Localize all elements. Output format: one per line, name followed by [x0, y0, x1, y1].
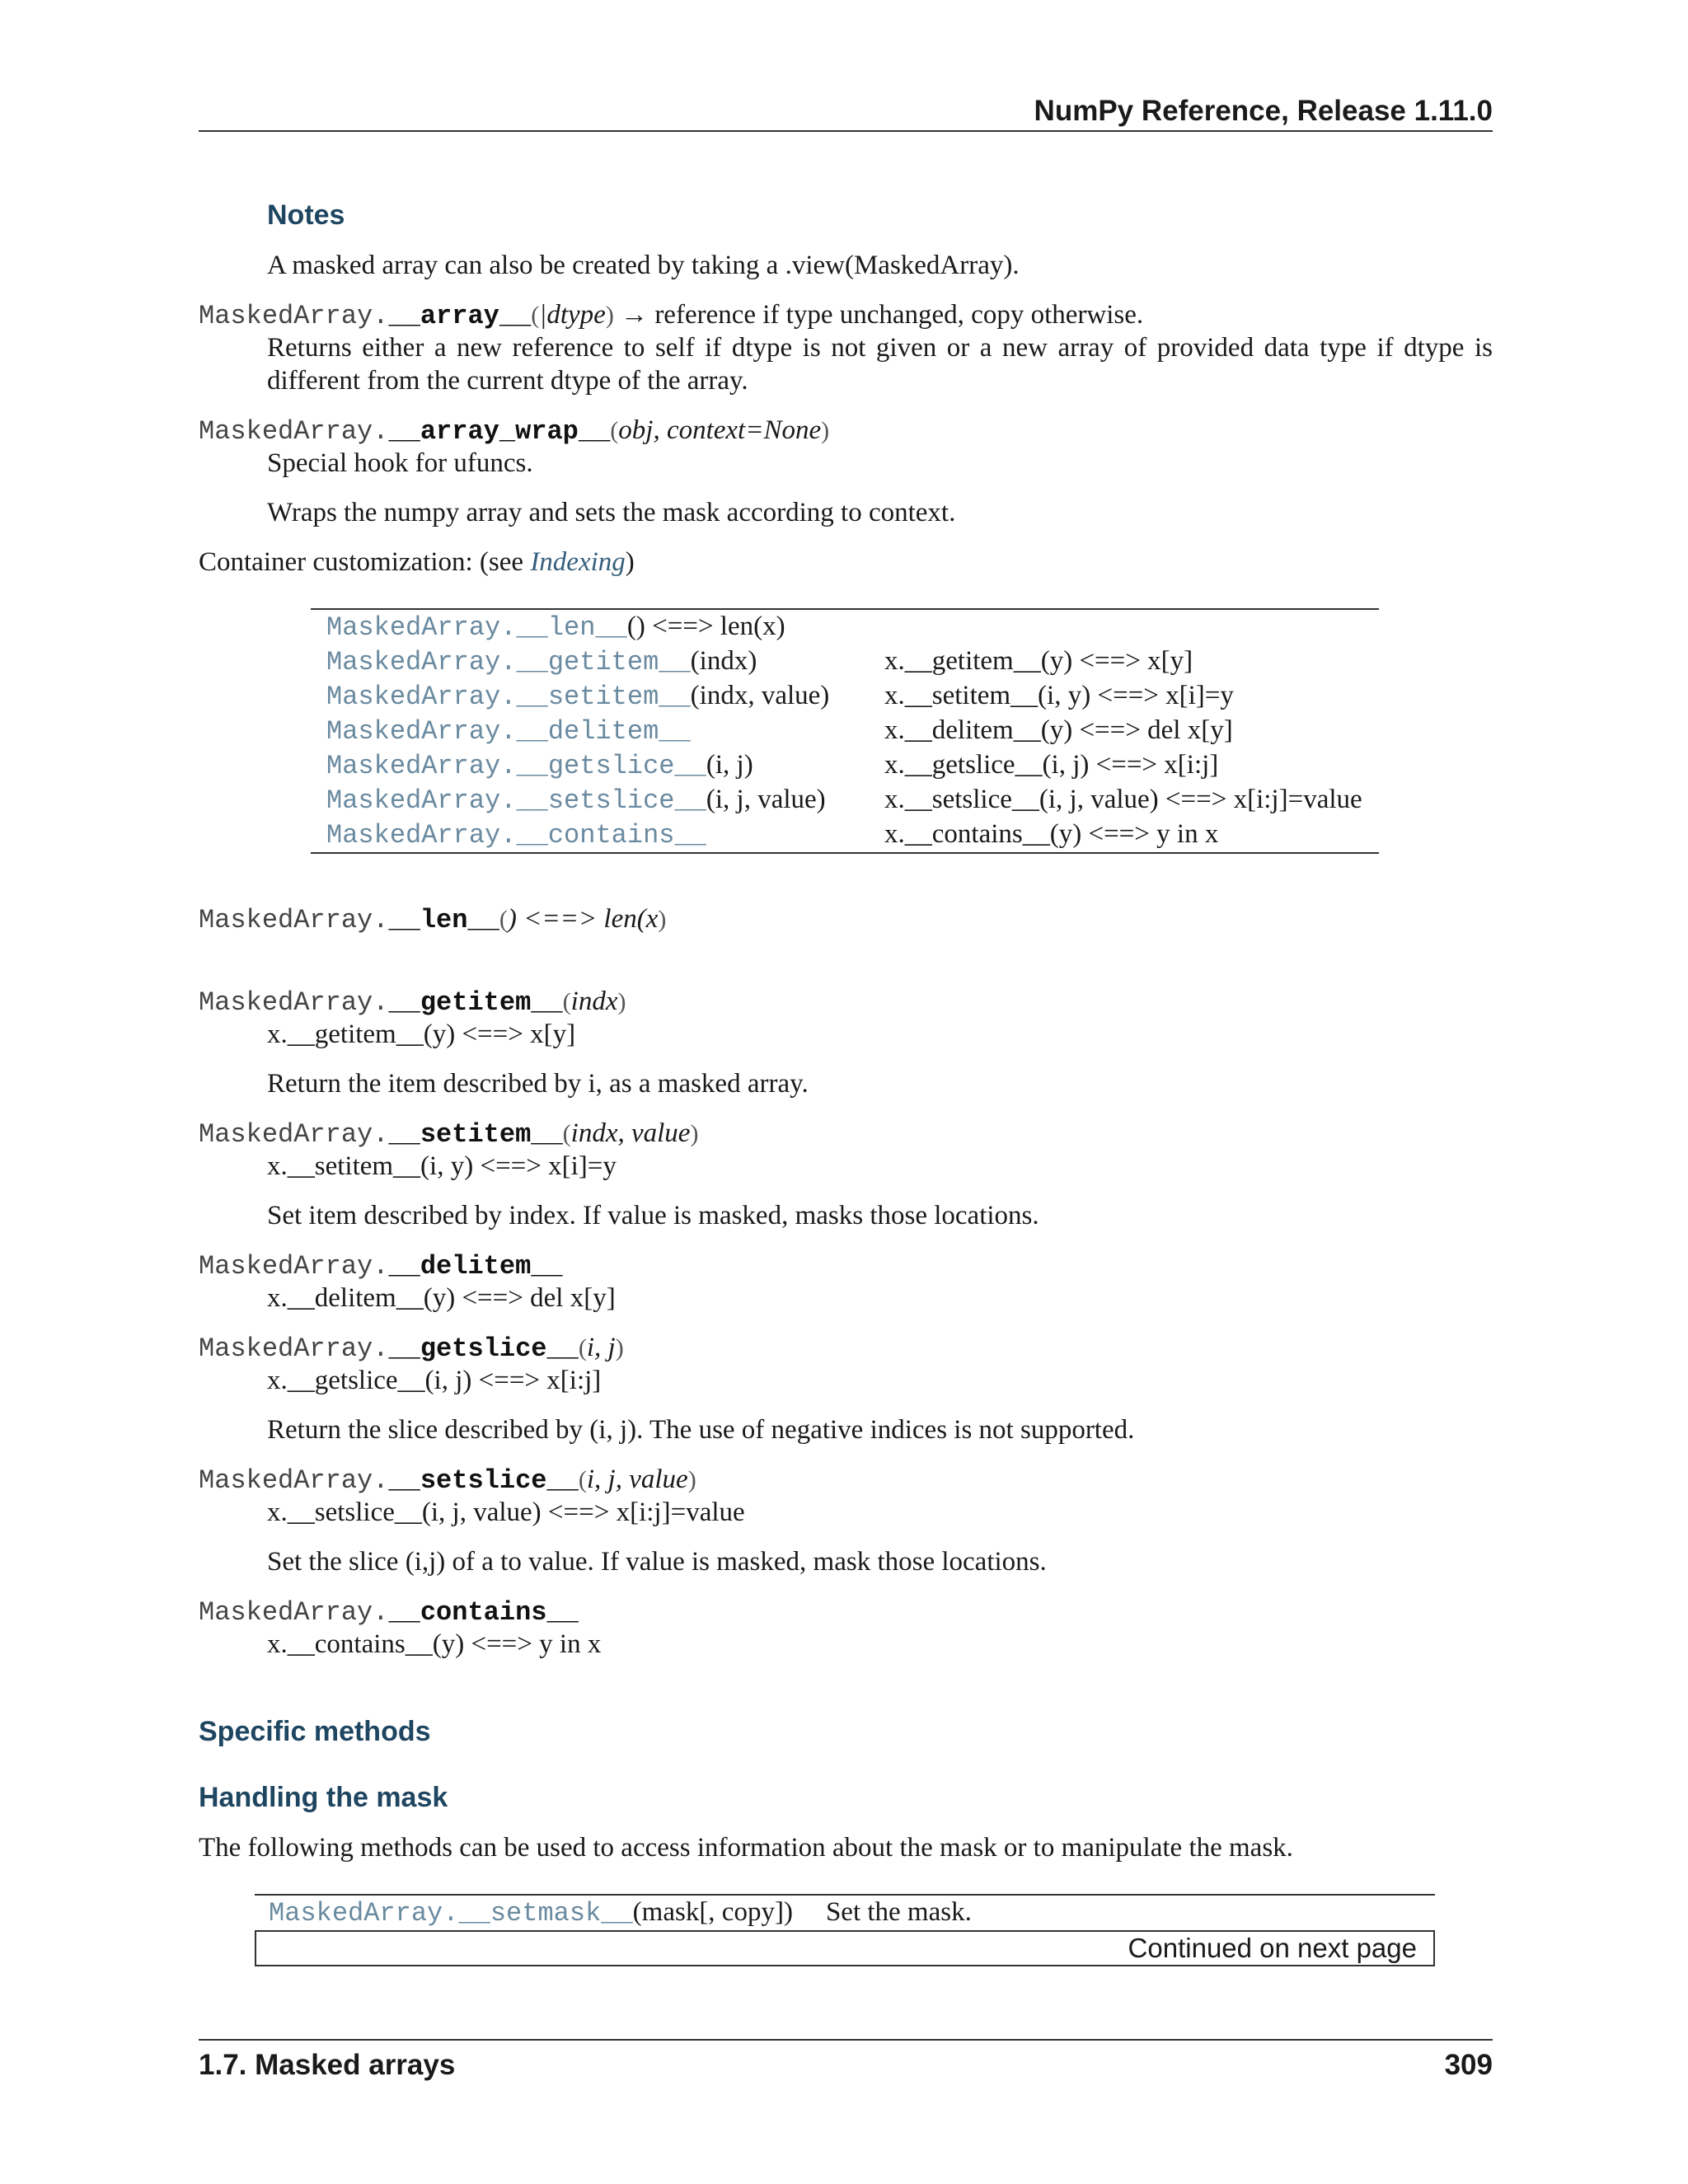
return-desc: → reference if type unchanged, copy otherwise.	[613, 300, 1144, 330]
method-desc	[851, 609, 1379, 644]
getslice-desc-2: Return the slice described by (i, j). The use of negative indices is not supported.	[267, 1415, 1135, 1445]
class-prefix: MaskedArray.	[199, 301, 389, 331]
delitem-desc-1: x.__delitem__(y) <==> del x[y]	[267, 1283, 616, 1313]
class-prefix: MaskedArray.	[199, 1251, 389, 1282]
method-name: __getslice__	[388, 1333, 579, 1364]
setmask-link[interactable]: MaskedArray.__setmask__	[269, 1898, 633, 1929]
container-intro	[199, 546, 635, 579]
method-cell	[311, 783, 851, 818]
method-link[interactable]: MaskedArray.__delitem__	[326, 716, 691, 747]
setitem-desc-2: Set item described by index. If value is masked, masks those locations.	[267, 1201, 1039, 1230]
table-row	[311, 714, 1379, 748]
method-cell	[311, 679, 851, 714]
container-text: Container customization: (see	[199, 547, 531, 577]
array-signature	[199, 298, 1143, 333]
getitem-signature	[199, 985, 626, 1019]
specific-methods-heading: Specific methods	[199, 1716, 431, 1747]
method-args: (indx)	[690, 646, 757, 676]
len-signature	[199, 902, 666, 937]
method-name: __setitem__	[388, 1119, 563, 1150]
method-args: i, j, value	[586, 1465, 688, 1494]
method-desc: x.__getitem__(y) <==> x[y]	[884, 646, 1193, 676]
method-args: (i, j, value)	[706, 785, 826, 814]
contains-signature	[199, 1595, 579, 1629]
method-args: indx	[570, 987, 618, 1016]
setmask-args: (mask[, copy])	[632, 1897, 793, 1927]
setslice-signature	[199, 1463, 696, 1497]
table-row	[311, 679, 1379, 714]
close-paren: )	[617, 988, 626, 1015]
close-paren: )	[615, 1334, 624, 1361]
page-footer	[199, 2039, 1493, 2082]
open-paren: (	[562, 1120, 571, 1147]
table-row	[311, 748, 1379, 783]
method-args: indx, value	[570, 1118, 691, 1148]
page-number: 309	[1444, 2049, 1493, 2081]
close-paren: )	[605, 302, 614, 329]
table-row	[311, 783, 1379, 818]
class-prefix: MaskedArray.	[199, 1465, 389, 1496]
footer-section: 1.7. Masked arrays	[199, 2049, 456, 2081]
method-name: __array__	[388, 301, 532, 331]
method-name: __delitem__	[388, 1251, 563, 1282]
method-name: __setslice__	[388, 1465, 579, 1496]
method-link[interactable]: MaskedArray.__setslice__	[326, 785, 706, 816]
contains-desc-1: x.__contains__(y) <==> y in x	[267, 1629, 602, 1659]
method-link[interactable]: MaskedArray.__len__	[326, 612, 627, 643]
method-desc: x.__setitem__(i, y) <==> x[i]=y	[884, 681, 1234, 710]
setslice-desc-1: x.__setslice__(i, j, value) <==> x[i:j]=value	[267, 1497, 745, 1527]
container-methods-table	[311, 608, 1379, 854]
open-paren: (	[578, 1334, 587, 1361]
notes-text: A masked array can also be created by taking a .view(MaskedArray).	[267, 251, 1020, 280]
array-wrap-signature	[199, 414, 829, 448]
open-paren: (	[531, 302, 540, 329]
method-cell	[311, 714, 851, 748]
class-prefix: MaskedArray.	[199, 1119, 389, 1150]
open-paren: (	[499, 906, 508, 933]
method-name: __getitem__	[388, 987, 563, 1018]
method-args: (i, j)	[706, 750, 753, 780]
method-link[interactable]: MaskedArray.__getslice__	[326, 751, 706, 781]
handling-mask-heading: Handling the mask	[199, 1782, 448, 1813]
method-desc: x.__getslice__(i, j) <==> x[i:j]	[884, 750, 1219, 780]
close-paren: )	[658, 906, 667, 933]
getslice-desc-1: x.__getslice__(i, j) <==> x[i:j]	[267, 1366, 602, 1395]
array-wrap-desc-1: Special hook for ufuncs.	[267, 448, 533, 478]
table-row	[311, 644, 1379, 679]
method-cell	[311, 609, 851, 644]
method-cell	[311, 748, 851, 783]
method-cell	[311, 818, 851, 853]
setslice-desc-2: Set the slice (i,j) of a to value. If value is masked, mask those locations.	[267, 1547, 1047, 1577]
method-args: i, j	[586, 1333, 616, 1362]
array-wrap-desc-2: Wraps the numpy array and sets the mask according to context.	[267, 498, 956, 527]
table-row	[311, 818, 1379, 853]
array-description: Returns either a new reference to self if dtype is not given or a new array of provided data type if dtype is different from the current dtype of the array.	[267, 333, 1493, 396]
method-link[interactable]: MaskedArray.__setitem__	[326, 682, 691, 712]
close-paren: )	[687, 1466, 696, 1493]
method-desc: x.__contains__(y) <==> y in x	[884, 819, 1219, 849]
method-name: __contains__	[388, 1597, 579, 1628]
method-desc: x.__delitem__(y) <==> del x[y]	[884, 715, 1233, 745]
open-paren: (	[562, 988, 571, 1015]
handling-mask-text: The following methods can be used to access information about the mask or to manipulate the mask.	[199, 1833, 1293, 1863]
method-args: obj, context=None	[618, 415, 822, 445]
class-prefix: MaskedArray.	[199, 416, 389, 447]
setitem-desc-1: x.__setitem__(i, y) <==> x[i]=y	[267, 1151, 617, 1181]
getitem-desc-2: Return the item described by i, as a masked array.	[267, 1069, 809, 1099]
class-prefix: MaskedArray.	[199, 1597, 389, 1628]
close-paren: )	[821, 417, 830, 444]
setitem-signature	[199, 1117, 698, 1151]
getslice-signature	[199, 1331, 624, 1366]
method-args: ) <==> len(x	[507, 904, 659, 934]
method-cell	[311, 644, 851, 679]
container-end: )	[625, 547, 635, 577]
notes-heading: Notes	[267, 199, 345, 231]
mask-methods-table	[255, 1894, 1435, 1966]
indexing-link[interactable]: Indexing	[530, 547, 626, 577]
class-prefix: MaskedArray.	[199, 905, 389, 935]
open-paren: (	[578, 1466, 587, 1493]
setmask-desc: Set the mask.	[825, 1897, 972, 1927]
close-paren: )	[690, 1120, 699, 1147]
method-link[interactable]: MaskedArray.__contains__	[326, 820, 706, 851]
running-header: NumPy Reference, Release 1.11.0	[199, 92, 1493, 132]
method-desc: x.__setslice__(i, j, value) <==> x[i:j]=value	[884, 785, 1362, 814]
method-name: __len__	[388, 905, 499, 935]
method-name: __array_wrap__	[388, 416, 611, 447]
open-paren: (	[610, 417, 619, 444]
continued-notice: Continued on next page	[255, 1930, 1435, 1966]
delitem-signature	[199, 1249, 563, 1283]
table-row	[255, 1896, 1435, 1930]
method-args: () <==> len(x)	[626, 612, 785, 641]
method-link[interactable]: MaskedArray.__getitem__	[326, 647, 691, 677]
method-args: |dtype	[539, 300, 606, 330]
table-row	[311, 609, 1379, 644]
getitem-desc-1: x.__getitem__(y) <==> x[y]	[267, 1019, 576, 1049]
class-prefix: MaskedArray.	[199, 987, 389, 1018]
class-prefix: MaskedArray.	[199, 1333, 389, 1364]
method-args: (indx, value)	[690, 681, 830, 710]
